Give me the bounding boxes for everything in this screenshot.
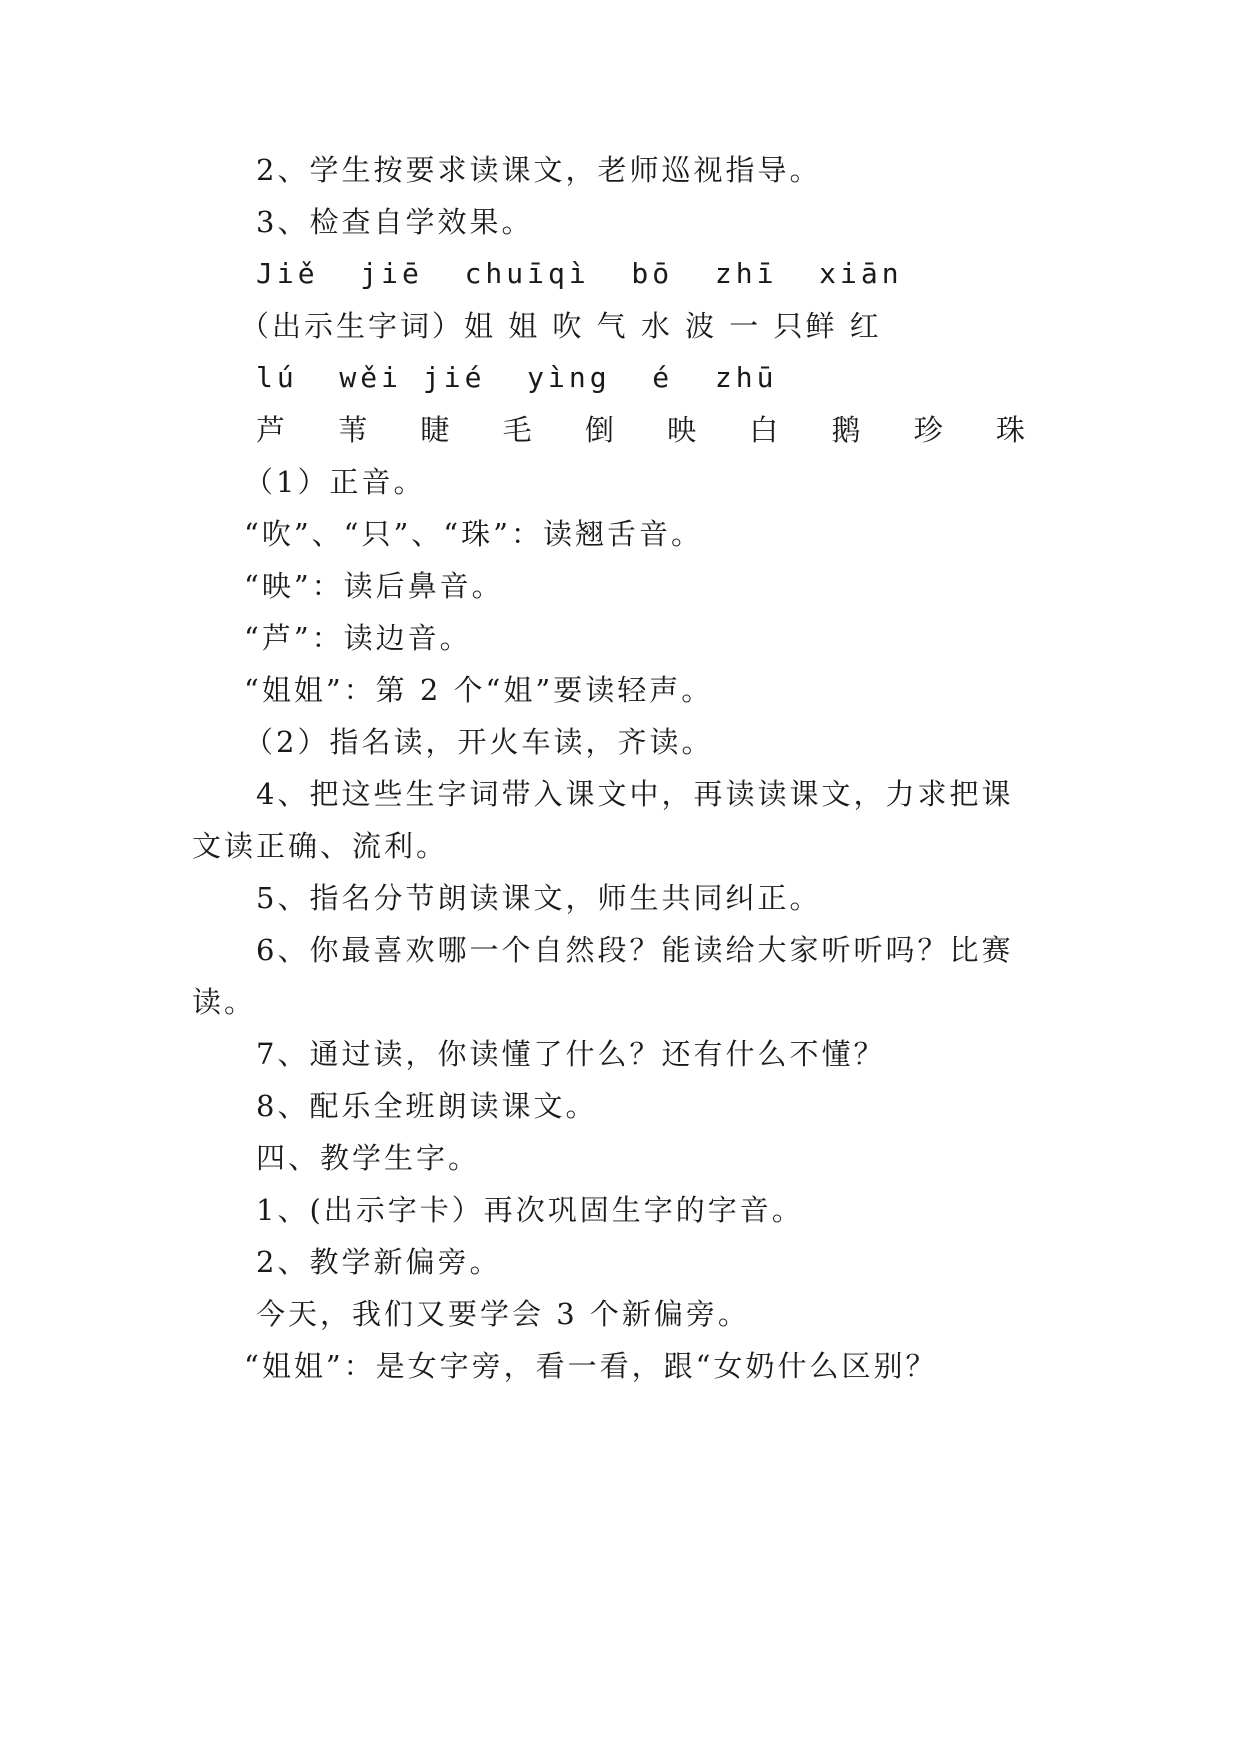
- text-line: “芦”：读边音。: [244, 621, 472, 655]
- text-line: 7、通过读，你读懂了什么？还有什么不懂？: [256, 1037, 886, 1071]
- text-line: 1、(出示字卡）再次巩固生字的字音。: [256, 1193, 804, 1227]
- text-line: （2）指名读，开火车读，齐读。: [244, 725, 714, 759]
- pinyin-line: Jiě jiē chuīqì bō zhī xiān: [256, 257, 903, 290]
- text-line: （1）正音。: [244, 465, 426, 499]
- pinyin-line: lú wěi jié yìng é zhū: [256, 361, 778, 394]
- text-line: 芦 苇 睫 毛 倒 映 白 鹅 珍 珠: [256, 413, 1047, 447]
- text-line: “姐姐”：第 2 个“姐”要读轻声。: [244, 673, 714, 707]
- text-line: 今天，我们又要学会 3 个新偏旁。: [256, 1297, 750, 1331]
- text-line: 3、检查自学效果。: [256, 205, 534, 239]
- text-line: （出示生字词）姐 姐 吹 气 水 波 一 只鲜 红: [240, 309, 882, 343]
- text-line: “吹”、“只”、“珠”：读翘舌音。: [244, 517, 703, 551]
- text-line: 6、你最喜欢哪一个自然段？能读给大家听听吗？比赛: [256, 933, 1014, 967]
- text-line: 2、学生按要求读课文，老师巡视指导。: [256, 153, 822, 187]
- text-line: 文读正确、流利。: [192, 829, 449, 863]
- text-line: “姐姐”：是女字旁，看一看，跟“女奶什么区别？: [244, 1349, 938, 1383]
- text-line: 读。: [192, 985, 257, 1019]
- text-line: 四、教学生字。: [256, 1141, 481, 1175]
- text-line: 2、教学新偏旁。: [256, 1245, 502, 1279]
- text-line: 8、配乐全班朗读课文。: [256, 1089, 598, 1123]
- text-line: “映”：读后鼻音。: [244, 569, 504, 603]
- text-line: 5、指名分节朗读课文，师生共同纠正。: [256, 881, 822, 915]
- text-line: 4、把这些生字词带入课文中，再读读课文，力求把课: [256, 777, 1014, 811]
